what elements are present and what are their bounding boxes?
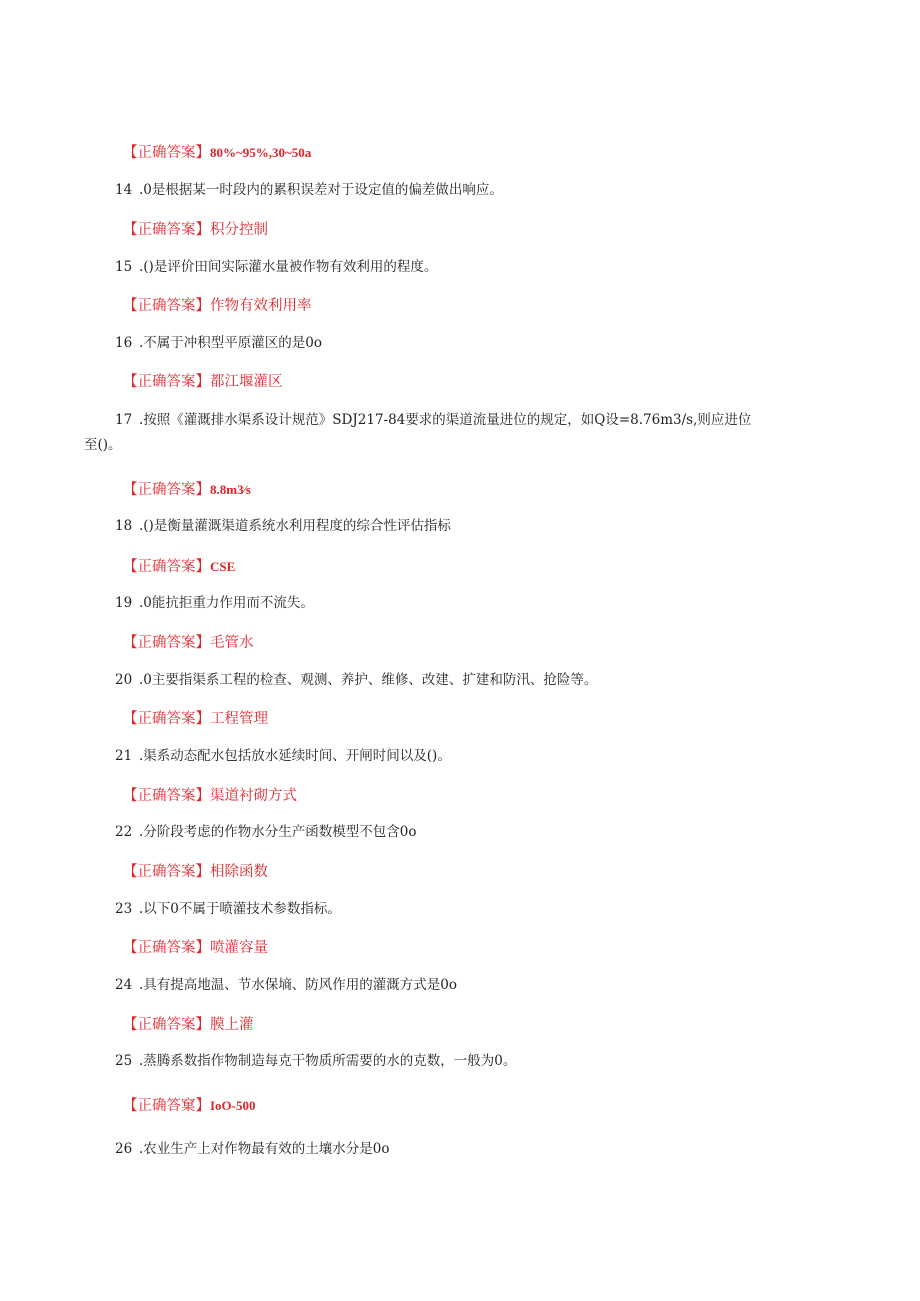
question-text: .不属于冲积型平原灌区的是0o (139, 335, 323, 351)
answer-label: 【正确答案】 (123, 482, 210, 498)
question-number: 24 (115, 977, 133, 993)
question-line (115, 180, 503, 200)
question-text: .按照《灌溉排水渠系设计规范》SDJ217-84要求的渠道流量进位的规定，如Q设=8.76m3/s,则应进位 (139, 412, 752, 428)
answer-label: 【正确答案】 (123, 711, 210, 727)
question-text: .()是衡量灌溉渠道系统水利用程度的综合性评估指标 (139, 518, 451, 534)
question-text: .0是根据某一时段内的累积误差对于设定值的偏差做出响应。 (139, 182, 503, 198)
question-line (115, 257, 437, 277)
question-text: .0主要指渠系工程的检查、观测、养护、维修、改建、扩建和防汛、抢险等。 (139, 672, 598, 688)
answer-line (123, 1015, 254, 1035)
question-number: 15 (115, 259, 133, 275)
question-line (115, 975, 457, 995)
question-number: 26 (115, 1141, 133, 1157)
answer-value: 膜上灌 (210, 1017, 254, 1033)
answer-value: IoO-500 (210, 1098, 256, 1113)
question-text: .()是评价田间实际灌水量被作物有效利用的程度。 (139, 259, 438, 275)
question-number: 20 (115, 672, 133, 688)
question-line (115, 1139, 390, 1159)
question-text: .以下0不属于喷灌技术参数指标。 (139, 901, 341, 917)
answer-line (123, 480, 251, 500)
question-text: .蒸腾系数指作物制造每克干物质所需要的水的克数，一般为0。 (139, 1053, 517, 1069)
answer-value: 积分控制 (210, 222, 268, 238)
question-text: .分阶段考虑的作物水分生产函数模型不包含0o (139, 824, 417, 840)
answer-line (123, 296, 312, 316)
question-number: 18 (115, 518, 133, 534)
question-line (115, 746, 451, 766)
answer-value: 相除函数 (210, 864, 268, 880)
answer-value: 渠道衬砌方式 (210, 788, 297, 804)
question-number: 23 (115, 901, 133, 917)
question-number: 14 (115, 182, 133, 198)
answer-line (123, 220, 268, 240)
answer-value: 毛管水 (210, 635, 254, 651)
answer-value: CSE (210, 559, 236, 574)
question-line (115, 333, 322, 353)
answer-value: 工程管理 (210, 711, 268, 727)
answer-line (123, 938, 268, 958)
answer-line (123, 372, 283, 392)
answer-line (123, 862, 268, 882)
question-line (115, 593, 314, 613)
answer-label: 【正确答案】 (123, 864, 210, 880)
question-number: 17 (115, 412, 133, 428)
question-text: .农业生产上对作物最有效的土壤水分是0o (139, 1141, 390, 1157)
question-line (115, 516, 451, 536)
question-number: 21 (115, 748, 133, 764)
question-number: 16 (115, 335, 133, 351)
question-text: .0能抗拒重力作用而不流失。 (139, 595, 314, 611)
question-number: 25 (115, 1053, 133, 1069)
answer-line (123, 143, 311, 163)
question-line (115, 822, 417, 842)
answer-label: 【正确答案】 (123, 145, 210, 161)
answer-label: 【正确答案】 (123, 940, 210, 956)
answer-line (123, 633, 254, 653)
question-number: 19 (115, 595, 133, 611)
question-continuation: 至()。 (84, 437, 122, 453)
question-line (115, 670, 597, 690)
question-line (115, 1051, 516, 1071)
answer-label: 【正确答案】 (123, 1017, 210, 1033)
answer-value: 喷灌容量 (210, 940, 268, 956)
answer-line (123, 786, 297, 806)
question-line (115, 899, 341, 919)
answer-label: 【正确答案】 (123, 222, 210, 238)
answer-label: 【正确答案】 (123, 374, 210, 390)
question-text: .具有提高地温、节水保墒、防风作用的灌溉方式是0o (139, 977, 458, 993)
answer-value: 8.8m3⁄s (210, 482, 251, 497)
answer-line (123, 557, 235, 577)
answer-label: 【正确答案】 (123, 559, 210, 575)
question-text: .渠系动态配水包括放水延续时间、开闸时间以及()。 (139, 748, 451, 764)
question-line (115, 410, 751, 430)
answer-line (123, 1096, 256, 1116)
answer-label: 【正确答案】 (123, 788, 210, 804)
answer-label: 【正确答案】 (123, 635, 210, 651)
question-number: 22 (115, 824, 133, 840)
answer-line (123, 709, 268, 729)
answer-value: 都江堰灌区 (210, 374, 283, 390)
answer-value: 作物有效利用率 (210, 298, 312, 314)
answer-label: 【正确答案】 (123, 298, 210, 314)
answer-label: 【正确答窠】 (123, 1098, 210, 1114)
answer-value: 80%~95%,30~50a (210, 145, 312, 160)
